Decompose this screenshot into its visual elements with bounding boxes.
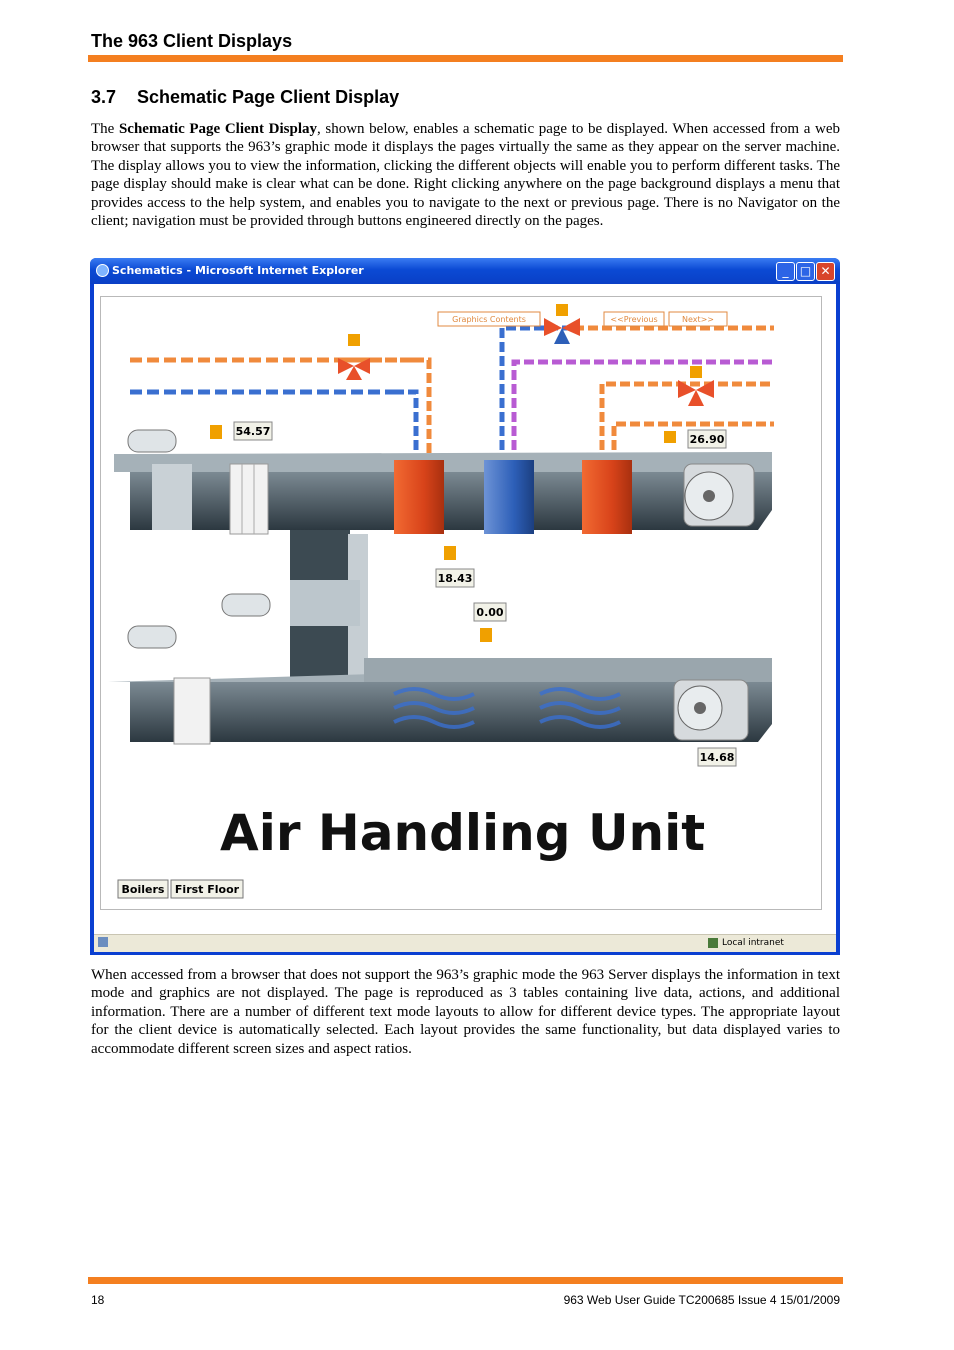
browser-client-area xyxy=(94,284,836,936)
intro-prefix: The xyxy=(91,121,119,137)
intranet-zone-icon xyxy=(708,938,718,948)
return-filter-icon xyxy=(174,678,210,744)
browser-window-screenshot xyxy=(90,258,840,955)
svg-text:54.57: 54.57 xyxy=(235,425,271,438)
temperature-sensor-icon[interactable] xyxy=(444,546,456,560)
section-title: Schematic Page Client Display xyxy=(137,87,400,107)
reading-14-68[interactable] xyxy=(698,748,736,766)
air-handling-unit-schematic xyxy=(94,284,836,936)
valve-icon[interactable] xyxy=(338,334,370,380)
extract-fan-icon[interactable] xyxy=(674,680,748,740)
document-reference: 963 Web User Guide TC200685 Issue 4 15/01/2009 xyxy=(563,1293,840,1307)
minimize-button[interactable]: _ xyxy=(776,262,795,281)
svg-text:18.43: 18.43 xyxy=(437,572,473,585)
footer-rule xyxy=(88,1277,843,1284)
cooling-coil[interactable] xyxy=(484,460,534,534)
svg-text:First Floor: First Floor xyxy=(174,883,240,896)
mixing-duct xyxy=(290,530,368,684)
valve-icon[interactable] xyxy=(544,304,580,344)
close-button[interactable]: ✕ xyxy=(816,262,835,281)
damper-icon[interactable] xyxy=(152,464,192,530)
svg-text:Graphics Contents: Graphics Contents xyxy=(452,315,526,324)
page-icon xyxy=(98,937,108,947)
reading-0-00[interactable] xyxy=(474,603,506,621)
actuator-icon xyxy=(128,430,176,452)
section-heading xyxy=(91,87,399,108)
heating-coil-2[interactable] xyxy=(582,460,632,534)
svg-text:<<Previous: <<Previous xyxy=(610,315,658,324)
svg-text:0.00: 0.00 xyxy=(476,606,504,619)
supply-fan-icon[interactable] xyxy=(684,464,754,526)
svg-text:Boilers: Boilers xyxy=(121,883,165,896)
window-title: Schematics - Microsoft Internet Explorer xyxy=(112,264,364,277)
page-number: 18 xyxy=(91,1293,105,1307)
browser-status-bar xyxy=(94,934,836,952)
maximize-button[interactable]: □ xyxy=(796,262,815,281)
window-titlebar xyxy=(90,258,840,284)
svg-text:14.68: 14.68 xyxy=(699,751,735,764)
actuator-icon xyxy=(128,626,176,648)
text-mode-paragraph: When accessed from a browser that does not support the 963’s graphic mode the 963 Server displays the information in text mode and graphics are not displayed. The page is reproduced as 3 tables containing live data, actions, and additional information. There are a number of different text mode layouts to allow for different device types. The appropriate layout for the client device is automatically selected. Each layout provides the same functionality, but data displayed varies to accommodate different screen sizes and aspect ratios. xyxy=(91,967,840,1057)
reading-26-90[interactable] xyxy=(688,430,726,448)
temperature-sensor-icon[interactable] xyxy=(664,431,676,443)
svg-text:Next>>: Next>> xyxy=(681,315,715,324)
graphics-contents-button[interactable] xyxy=(438,312,540,326)
schematic-title: Air Handling Unit xyxy=(220,804,706,862)
previous-button[interactable] xyxy=(604,312,664,326)
section-number: 3.7 xyxy=(91,87,117,107)
pipework xyxy=(130,328,774,464)
humidity-sensor-icon[interactable] xyxy=(480,628,492,642)
intro-paragraph xyxy=(91,120,840,230)
heating-coil-1[interactable] xyxy=(394,460,444,534)
temperature-sensor-icon[interactable] xyxy=(210,425,222,439)
svg-text:26.90: 26.90 xyxy=(689,433,725,446)
reading-18-43[interactable] xyxy=(436,569,474,587)
header-rule xyxy=(88,55,843,62)
filter-icon xyxy=(230,464,268,534)
first-floor-button[interactable] xyxy=(171,880,243,898)
next-button[interactable] xyxy=(669,312,727,326)
page-header-title: The 963 Client Displays xyxy=(91,31,293,51)
internet-explorer-icon xyxy=(96,264,109,277)
boilers-button[interactable] xyxy=(118,880,168,898)
intro-bold-term: Schematic Page Client Display xyxy=(118,121,317,137)
reading-54-57[interactable] xyxy=(234,422,272,440)
actuator-icon xyxy=(222,594,270,616)
status-zone-text: Local intranet xyxy=(722,938,784,948)
intro-rest: , shown below, enables a schematic page to be displayed. When accessed from a web browser that supports the 963’s graphic mode it displays the pages virtually the same as they appear on the server machine. The display allows you to view the information, clicking the different objects will enable you to perform different tasks. The page display should make is clear what can be done. Right clicking anywhere on the page background displays a menu that provides access to the help system, and enables you to navigate to the next or previous page. There is no Navigator on the client; navigation must be provided through buttons engineered directly on the pages. xyxy=(91,121,840,230)
